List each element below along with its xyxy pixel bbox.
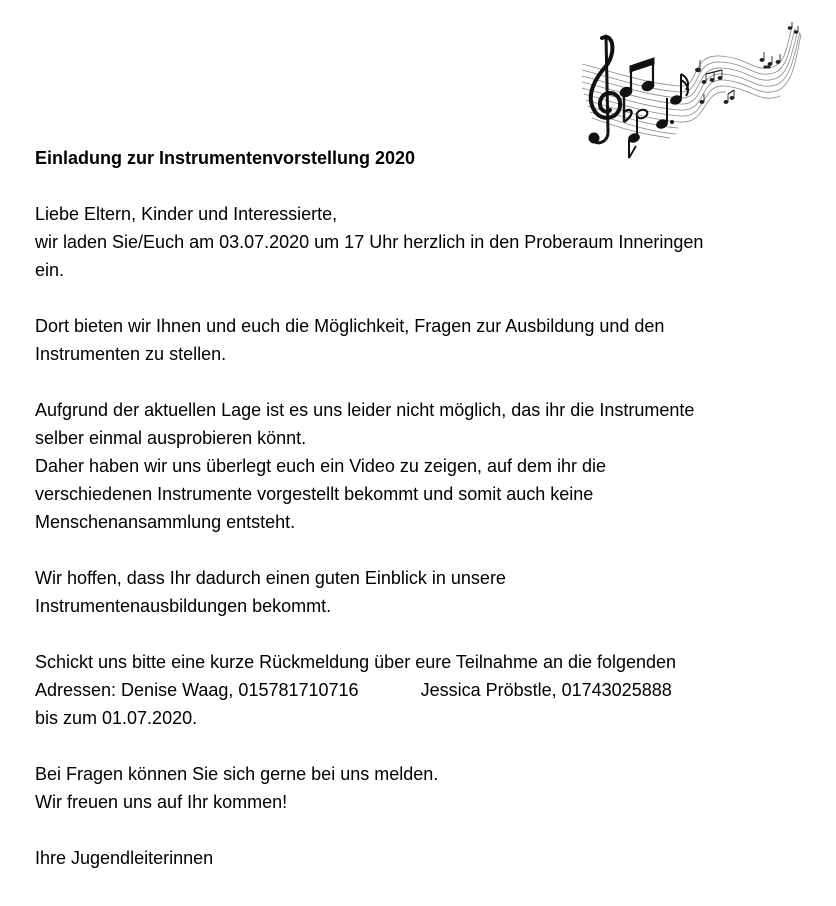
contact-denise-waag: Denise Waag, 015781710716	[121, 680, 359, 700]
spacer	[35, 368, 815, 396]
offer-paragraph	[35, 312, 815, 368]
text-line: Wir freuen uns auf Ihr kommen!	[35, 792, 288, 812]
spacer	[35, 536, 815, 564]
text-line: Menschenansammlung entsteht.	[35, 512, 296, 532]
document-title: Einladung zur Instrumentenvorstellung 2020	[35, 148, 416, 168]
rsvp-request-line: Schickt uns bitte eine kurze Rückmeldung über eure Teilnahme an die folgenden	[35, 652, 677, 672]
signature-line: Ihre Jugendleiterinnen	[35, 848, 214, 868]
spacer	[35, 284, 815, 312]
text-line: selber einmal ausprobieren könnt.	[35, 428, 307, 448]
spacer	[35, 172, 815, 200]
contacts-prefix: Adressen:	[35, 680, 122, 700]
greeting-line: Liebe Eltern, Kinder und Interessierte,	[35, 204, 338, 224]
rsvp-deadline-line: bis zum 01.07.2020.	[35, 708, 198, 728]
contacts-line	[35, 676, 815, 704]
text-line: Bei Fragen können Sie sich gerne bei uns melden.	[35, 764, 439, 784]
contact-jessica-proebstle: Jessica Pröbstle, 01743025888	[420, 680, 672, 700]
text-line: verschiedenen Instrumente vorgestellt bekommt und somit auch keine	[35, 484, 594, 504]
text-line: Wir hoffen, dass Ihr dadurch einen guten Einblick in unsere	[35, 568, 506, 588]
text-line: Aufgrund der aktuellen Lage ist es uns leider nicht möglich, das ihr die Instrumente	[35, 400, 695, 420]
spacer	[35, 620, 815, 648]
text-line: Dort bieten wir Ihnen und euch die Möglichkeit, Fragen zur Ausbildung und den	[35, 316, 665, 336]
text-line: Instrumentenausbildungen bekommt.	[35, 596, 332, 616]
text-line: Daher haben wir uns überlegt euch ein Video zu zeigen, auf dem ihr die	[35, 456, 607, 476]
spacer	[35, 816, 815, 844]
text-line: Instrumenten zu stellen.	[35, 344, 227, 364]
closing-paragraph	[35, 760, 815, 816]
invitation-line: wir laden Sie/Euch am 03.07.2020 um 17 Uhr herzlich in den Proberaum Inneringen	[35, 232, 704, 252]
spacer	[35, 732, 815, 760]
signature	[35, 844, 815, 872]
situation-paragraph	[35, 396, 815, 536]
invitation-line-end: ein.	[35, 260, 65, 280]
hope-paragraph	[35, 564, 815, 620]
letter-body	[35, 144, 815, 872]
music-notes-staff-icon	[580, 14, 802, 160]
rsvp-paragraph	[35, 648, 815, 732]
greeting-paragraph	[35, 200, 815, 284]
